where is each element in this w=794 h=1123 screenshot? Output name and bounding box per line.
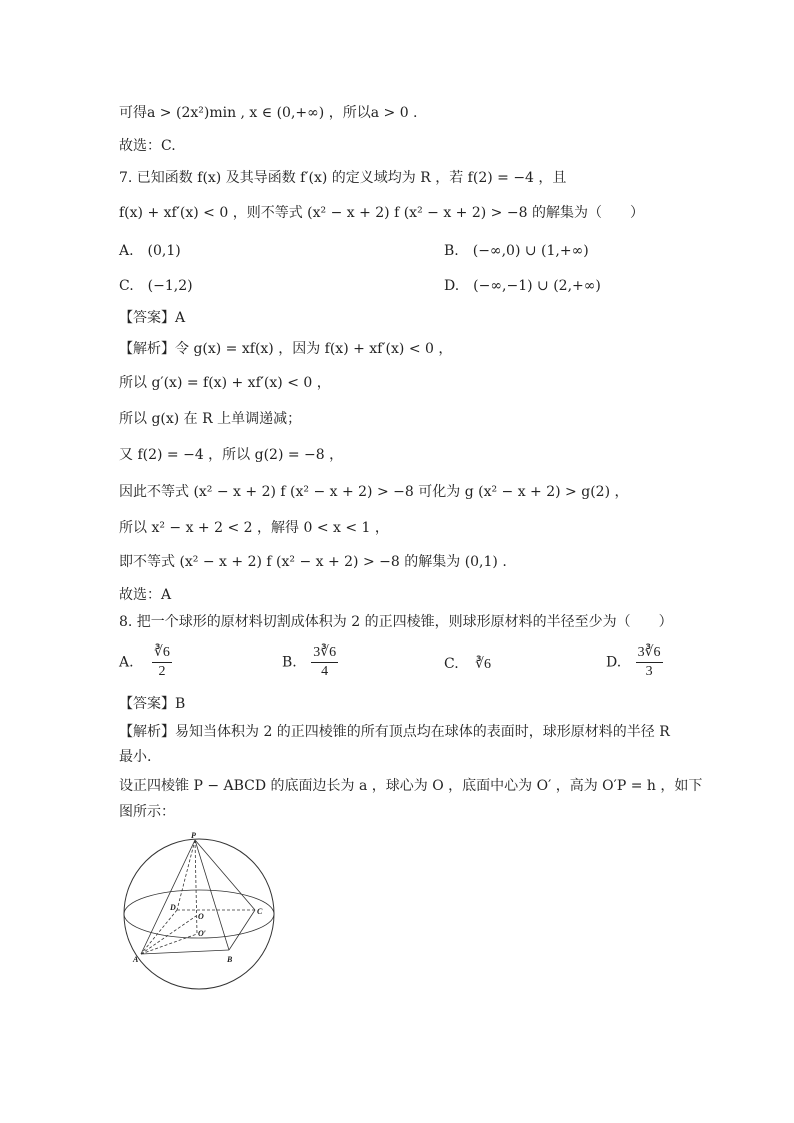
label-O: O [198, 912, 204, 921]
label-D: D [170, 903, 176, 912]
q8-option-a [119, 644, 172, 681]
edge-BC [229, 910, 255, 950]
q7-solution-2: 所以 g′(x) = f(x) + xf′(x) < 0 ， [119, 375, 331, 391]
q8-option-b-label: B. [282, 654, 297, 671]
question-8-stem: 8. 把一个球形的原材料切割成体积为 2 的正四棱锥，则球形原材料的半径至少为（ ） [119, 614, 673, 630]
q8-solution-1: 【解析】易知当体积为 2 的正四棱锥的所有顶点均在球体的表面时，球形原材料的半径 R [119, 724, 670, 740]
q7-solution-4: 又 f(2) = −4 ，所以 g(2) = −8 ， [119, 447, 344, 463]
q8-solution-3: 设正四棱锥 P − ABCD 的底面边长为 a ，球心为 O ，底面中心为 O′ ，高为 O′P = h ，如下 [119, 778, 703, 794]
q8-option-c [444, 654, 491, 675]
edge-PD [177, 840, 195, 910]
label-O-prime: O′ [198, 929, 207, 938]
q7-solution-8: 故选：A [119, 587, 172, 603]
question-7-stem-2: f(x) + xf′(x) < 0 ，则不等式 (x² − x + 2) f (x² − x + 2) > −8 的解集为（ ） [119, 205, 644, 221]
q7-option-d: D. (−∞,−1) ∪ (2,+∞) [444, 278, 601, 294]
q7-option-a: A. (0,1) [119, 243, 181, 259]
q8-option-d-denominator: 3 [645, 664, 653, 679]
q7-solution-6: 所以 x² − x + 2 < 2 ，解得 0 < x < 1 ， [119, 520, 389, 536]
question-7-stem-1: 7. 已知函数 f(x) 及其导函数 f′(x) 的定义域均为 R ，若 f(2) = −4 ，且 [119, 170, 567, 186]
q8-option-c-value: ∛6 [475, 657, 492, 672]
edge-AB [141, 950, 229, 954]
q8-option-a-fraction [152, 644, 172, 681]
q8-option-a-denominator: 2 [158, 664, 166, 679]
q8-option-d-numerator: 3∛6 [636, 644, 663, 663]
segment-AO [141, 916, 196, 954]
q8-option-b [282, 644, 338, 681]
q7-solution-1: 【解析】令 g(x) = xf(x) ，因为 f(x) + xf′(x) < 0 ， [119, 341, 453, 357]
q8-answer: 【答案】B [119, 696, 186, 712]
edge-PC [195, 840, 255, 910]
q8-option-c-label: C. [444, 656, 459, 672]
label-A: A [133, 955, 139, 964]
q7-option-c: C. (−1,2) [119, 278, 193, 294]
label-C: C [257, 907, 263, 916]
q8-option-a-label: A. [119, 654, 134, 671]
q8-option-d-fraction [636, 644, 663, 681]
q8-solution-4: 图所示： [119, 804, 175, 820]
q8-option-b-fraction [311, 644, 338, 681]
q8-option-a-numerator: ∛6 [152, 644, 172, 663]
q7-option-b: B. (−∞,0) ∪ (1,+∞) [444, 243, 589, 259]
q7-answer: 【答案】A [119, 310, 186, 326]
sphere-pyramid-figure [119, 828, 279, 994]
q8-solution-2: 最小. [119, 749, 152, 765]
q7-solution-7: 即不等式 (x² − x + 2) f (x² − x + 2) > −8 的解集为 (0,1) . [119, 554, 507, 570]
edge-PA [141, 840, 195, 954]
q8-option-d-label: D. [606, 654, 622, 671]
q8-option-b-numerator: 3∛6 [311, 644, 338, 663]
label-P: P [191, 831, 196, 840]
q8-option-b-denominator: 4 [321, 664, 329, 679]
text-line-conclusion: 可得a > (2x²)min , x ∈ (0,+∞) ，所以a > 0 . [119, 105, 418, 121]
height-PO1 [195, 840, 197, 934]
q8-option-d [606, 644, 663, 681]
text-line-choice: 故选：C. [119, 138, 176, 154]
q7-solution-3: 所以 g(x) 在 R 上单调递减； [119, 411, 302, 427]
label-B: B [227, 955, 233, 964]
q7-solution-5: 因此不等式 (x² − x + 2) f (x² − x + 2) > −8 可化为 g (x² − x + 2) > g(2) ， [119, 484, 629, 500]
